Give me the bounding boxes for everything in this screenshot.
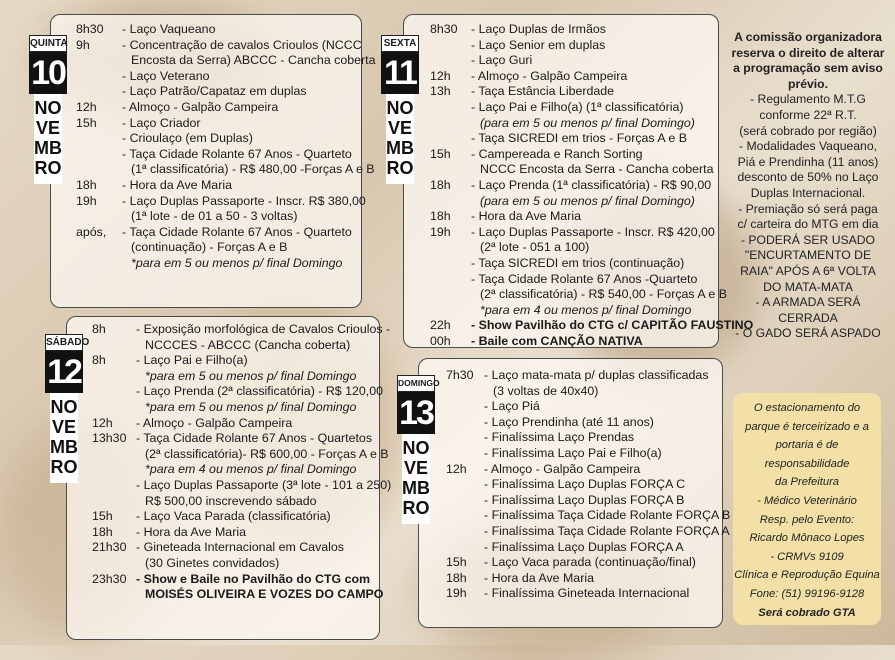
- schedule-item: - Laço Duplas Passaporte - Inscr. R$ 380,00: [122, 193, 366, 208]
- schedule-time: [430, 256, 471, 272]
- schedule-item: - Almoço - Galpão Campeira: [136, 415, 293, 430]
- schedule-item: - Laço Vaca parada (continuação/final): [484, 555, 696, 570]
- weekday-label: SÁBADO: [45, 334, 83, 351]
- schedule-item: (2ª classificatória)- R$ 600,00 - Forças A e B: [145, 446, 389, 461]
- schedule-item: - Taça Cidade Rolante 67 Anos - Quartetos: [136, 431, 373, 446]
- schedule-row: [446, 446, 730, 462]
- schedule-time: [446, 415, 484, 431]
- info-line: Ricardo Mônaco Lopes: [749, 532, 865, 545]
- note-line: RAIA" APÓS A 6ª VOLTA: [740, 263, 876, 278]
- month-label: NOVEMBRO: [50, 393, 78, 483]
- info-line: da Prefeitura: [774, 476, 840, 489]
- schedule-time: [430, 240, 471, 256]
- day-number: 10: [29, 52, 67, 94]
- schedule-row: [430, 116, 753, 132]
- schedule-time: [92, 369, 136, 385]
- schedule-row: [430, 38, 753, 54]
- schedule-time: 18h: [446, 570, 467, 585]
- info-line: O estacionamento do: [753, 402, 861, 414]
- info-line: Resp. pelo Evento:: [759, 513, 855, 526]
- info-line: Clínica e Reprodução Equina: [734, 569, 880, 582]
- schedule-item: (1ª classificatória) - R$ 480,00 -Forças A e B: [131, 162, 375, 177]
- schedule-row: [92, 587, 391, 603]
- schedule-time: [76, 256, 122, 272]
- schedule-time: [446, 399, 484, 415]
- note-line: A comissão organizadora: [734, 30, 882, 44]
- schedule-row: [76, 100, 376, 116]
- schedule-item: - Concentração de cavalos Crioulos (NCCC: [122, 37, 362, 52]
- schedule-row: [446, 477, 730, 493]
- schedule-time: [446, 493, 484, 509]
- schedule-item: - Taça Estância Liberdade: [471, 84, 615, 99]
- schedule-row: [92, 540, 391, 556]
- schedule-time: [446, 540, 484, 556]
- schedule-row: [430, 256, 753, 272]
- schedule-row: [430, 131, 753, 147]
- schedule-time: 15h: [446, 555, 467, 570]
- schedule-item: (para em 5 ou menos p/ final Domingo): [480, 193, 695, 208]
- month-label: NOVEMBRO: [402, 434, 430, 524]
- schedule-item: (2ª lote - 051 a 100): [480, 240, 590, 255]
- schedule-row: [92, 525, 391, 541]
- schedule-time: [92, 478, 136, 494]
- info-line: Fone: (51) 99196-9128: [749, 587, 865, 600]
- schedule-time: 12h: [430, 68, 451, 83]
- schedule-item: - Laço Duplas Passaporte - Inscr. R$ 420,00: [471, 224, 715, 239]
- schedule-row: [430, 194, 753, 210]
- schedule-row: [92, 494, 391, 510]
- schedule-row: [92, 431, 391, 447]
- organizer-notes: [728, 30, 888, 342]
- schedule-row: [430, 22, 753, 38]
- schedule-time: [76, 53, 122, 69]
- schedule-time: 23h30: [92, 571, 127, 586]
- note-line: a programação sem aviso: [733, 61, 883, 76]
- schedule-time: [430, 131, 471, 147]
- schedule-row: [92, 369, 391, 385]
- schedule-time: após,: [76, 224, 107, 239]
- schedule-time: 21h30: [92, 540, 127, 555]
- schedule-time: [430, 116, 471, 132]
- schedule-item: - Finalíssima Laço Pai e Filho(a): [484, 445, 662, 460]
- schedule-time: [430, 38, 471, 54]
- schedule-row: [430, 334, 753, 350]
- schedule-item: - Campereada e Ranch Sorting: [471, 146, 643, 161]
- schedule-item: - Laço mata-mata p/ duplas classificadas: [484, 368, 709, 382]
- schedule-time: 15h: [92, 509, 113, 524]
- schedule-item: - Laço Guri: [471, 53, 533, 68]
- note-line: prévio.: [788, 76, 828, 91]
- schedule-time: [446, 524, 484, 540]
- schedule-row: [92, 462, 391, 478]
- schedule-item: MOISÉS OLIVEIRA E VOZES DO CAMPO: [145, 587, 384, 602]
- schedule-row: [92, 338, 391, 354]
- info-line: - Médico Veterinário: [757, 494, 857, 507]
- schedule-item: - Show Pavilhão do CTG c/ CAPITÃO FAUSTINO: [471, 318, 754, 333]
- schedule-row: [430, 318, 753, 334]
- schedule-row: [446, 540, 730, 556]
- schedule-item: - Taça Cidade Rolante 67 Anos -Quarteto: [471, 271, 698, 286]
- schedule-item: - Laço Pai e Filho(a): [136, 353, 248, 368]
- schedule-row: [446, 399, 730, 415]
- schedule-item: *para em 5 ou menos p/ final Domingo: [145, 368, 357, 383]
- schedule-row: [92, 384, 391, 400]
- schedule-item: - Hora da Ave Maria: [122, 177, 232, 192]
- schedule-time: [76, 240, 122, 256]
- schedule-time: 13h30: [92, 431, 127, 446]
- schedule-time: [92, 462, 136, 478]
- schedule-time: 8h: [92, 353, 106, 368]
- schedule-time: 18h: [76, 177, 97, 192]
- schedule-list-domingo: [446, 368, 730, 602]
- schedule-item: - Taça SICREDI em trios (continuação): [471, 255, 685, 270]
- schedule-row: [446, 571, 730, 587]
- schedule-row: [92, 556, 391, 572]
- schedule-row: [76, 131, 376, 147]
- schedule-row: [92, 572, 391, 588]
- schedule-row: [430, 225, 753, 241]
- schedule-item: - Laço Vaqueano: [122, 22, 216, 36]
- schedule-item: - Almoço - Galpão Campeira: [122, 99, 279, 114]
- schedule-item: - Finalíssima Laço Duplas FORÇA B: [484, 492, 685, 507]
- schedule-time: 19h: [446, 586, 467, 601]
- day-number: 12: [45, 351, 83, 393]
- schedule-time: 19h: [76, 193, 97, 208]
- schedule-item: - Almoço - Galpão Campeira: [484, 461, 641, 476]
- schedule-row: [92, 416, 391, 432]
- schedule-time: [76, 131, 122, 147]
- schedule-time: [92, 400, 136, 416]
- schedule-time: 18h: [92, 524, 113, 539]
- schedule-time: 8h: [92, 322, 106, 336]
- schedule-time: [430, 162, 471, 178]
- schedule-item: *para em 5 ou menos p/ final Domingo: [131, 255, 343, 270]
- schedule-item: - Gineteada Internacional em Cavalos: [136, 540, 345, 555]
- schedule-time: 8h30: [430, 22, 458, 36]
- day-badge-quinta: [29, 35, 67, 184]
- schedule-time: 12h: [446, 461, 467, 476]
- schedule-item: *para em 4 ou menos p/ final Domingo: [480, 302, 692, 317]
- info-box: [733, 393, 881, 625]
- schedule-item: - Finalíssima Laço Duplas FORÇA C: [484, 477, 686, 492]
- schedule-time: [92, 556, 136, 572]
- schedule-row: [76, 38, 376, 54]
- schedule-row: [76, 178, 376, 194]
- schedule-time: 9h: [76, 37, 90, 52]
- schedule-row: [76, 162, 376, 178]
- note-line: - Modalidades Vaqueano,: [739, 139, 877, 154]
- schedule-row: [430, 162, 753, 178]
- schedule-item: - Finalíssima Laço Duplas FORÇA A: [484, 539, 684, 554]
- info-line: portaria é de responsabilidade: [764, 439, 850, 470]
- weekday-label: QUINTA: [29, 35, 67, 52]
- schedule-time: 15h: [430, 146, 451, 161]
- schedule-row: [430, 287, 753, 303]
- schedule-item: - Taça Cidade Rolante 67 Anos - Quarteto: [122, 146, 352, 161]
- schedule-item: (para em 5 ou menos p/ final Domingo): [480, 115, 695, 130]
- schedule-row: [430, 240, 753, 256]
- schedule-row: [430, 147, 753, 163]
- note-line: DO MATA-MATA: [763, 279, 853, 294]
- note-line: Duplas Internacional.: [750, 185, 866, 200]
- schedule-time: 15h: [76, 115, 97, 130]
- note-line: - Regulamento M.T.G: [750, 92, 866, 107]
- schedule-row: [446, 508, 730, 524]
- schedule-time: [92, 338, 136, 354]
- note-line: - Premiação só será paga: [738, 201, 878, 216]
- schedule-item: (30 Ginetes convidados): [145, 555, 280, 570]
- schedule-row: [430, 209, 753, 225]
- schedule-time: [446, 446, 484, 462]
- schedule-item: - Finalíssima Taça Cidade Rolante FORÇA B: [484, 508, 731, 523]
- schedule-row: [76, 225, 376, 241]
- schedule-row: [446, 462, 730, 478]
- schedule-row: [446, 586, 730, 602]
- schedule-row: [76, 84, 376, 100]
- day-badge-sabado: [45, 334, 90, 483]
- schedule-row: [430, 53, 753, 69]
- day-number: 11: [381, 52, 419, 94]
- schedule-item: - Hora da Ave Maria: [136, 524, 246, 539]
- schedule-item: - Laço Prenda (2ª classificatória) - R$ 120,00: [136, 384, 384, 399]
- schedule-item: - Laço Vaca Parada (classificatória): [136, 509, 331, 524]
- schedule-row: [446, 384, 730, 400]
- schedule-time: 18h: [430, 209, 451, 224]
- schedule-item: - Laço Patrão/Capataz em duplas: [122, 84, 307, 99]
- schedule-time: [430, 272, 471, 288]
- schedule-row: [430, 100, 753, 116]
- schedule-row: [76, 147, 376, 163]
- schedule-item: (1ª lote - de 01 a 50 - 3 voltas): [131, 209, 298, 224]
- schedule-item: NCCCES - ABCCC (Cancha coberta): [145, 337, 351, 352]
- note-line: Piá e Prendinha (11 anos): [737, 154, 879, 169]
- schedule-item: - Laço Criador: [122, 115, 201, 130]
- schedule-time: [446, 430, 484, 446]
- note-line: CERRADA: [778, 310, 838, 325]
- schedule-row: [76, 116, 376, 132]
- schedule-row: [92, 400, 391, 416]
- schedule-time: 7h30: [446, 368, 474, 382]
- note-line: - A ARMADA SERÁ: [755, 295, 861, 310]
- schedule-row: [92, 447, 391, 463]
- schedule-row: [76, 194, 376, 210]
- schedule-time: 18h: [430, 177, 451, 192]
- schedule-row: [446, 415, 730, 431]
- schedule-item: - Taça SICREDI em trios - Forças A e B: [471, 131, 687, 146]
- note-line: c/ carteira do MTG em dia: [737, 217, 879, 232]
- schedule-time: 22h: [430, 318, 451, 333]
- schedule-row: [76, 256, 376, 272]
- schedule-row: [446, 368, 730, 384]
- schedule-row: [76, 209, 376, 225]
- schedule-time: 19h: [430, 224, 451, 239]
- schedule-time: 13h: [430, 84, 451, 99]
- schedule-time: 00h: [430, 333, 451, 348]
- schedule-time: [92, 494, 136, 510]
- schedule-row: [92, 478, 391, 494]
- note-line: "ENCURTAMENTO DE: [744, 248, 872, 263]
- schedule-list-quinta: [76, 22, 376, 272]
- note-line: (será cobrado por região): [739, 123, 877, 138]
- schedule-item: - Baile com CANÇÃO NATIVA: [471, 333, 643, 348]
- day-number: 13: [397, 392, 435, 434]
- schedule-item: - Laço Duplas de Irmãos: [471, 22, 606, 36]
- day-badge-domingo: [397, 375, 440, 524]
- schedule-time: [446, 384, 484, 400]
- schedule-item: - Crioulaço (em Duplas): [122, 131, 253, 146]
- schedule-row: [76, 53, 376, 69]
- note-line: reserva o direito de alterar: [731, 45, 885, 60]
- schedule-item: - Exposição morfológica de Cavalos Crioulos -: [136, 322, 391, 336]
- schedule-item: - Laço Prenda (1ª classificatória) - R$ 90,00: [471, 177, 712, 192]
- schedule-row: [446, 493, 730, 509]
- schedule-time: [76, 209, 122, 225]
- schedule-time: [430, 303, 471, 319]
- schedule-item: - Taça Cidade Rolante 67 Anos - Quarteto: [122, 224, 352, 239]
- schedule-row: [446, 555, 730, 571]
- schedule-time: [430, 287, 471, 303]
- schedule-item: - Finalíssima Gineteada Internacional: [484, 586, 690, 601]
- schedule-item: - Laço Senior em duplas: [471, 37, 606, 52]
- schedule-time: 8h30: [76, 22, 104, 36]
- schedule-row: [446, 524, 730, 540]
- schedule-row: [430, 84, 753, 100]
- schedule-row: [76, 69, 376, 85]
- schedule-row: [76, 240, 376, 256]
- schedule-item: (2ª classificatória) - R$ 540,00 - Forças A e B: [480, 287, 727, 302]
- schedule-item: - Almoço - Galpão Campeira: [471, 68, 628, 83]
- schedule-item: - Laço Prendinha (até 11 anos): [484, 414, 654, 429]
- schedule-item: NCCC Encosta da Serra - Cancha coberta: [480, 162, 714, 177]
- schedule-time: [430, 194, 471, 210]
- weekday-label: SEXTA: [381, 35, 419, 52]
- schedule-time: 12h: [92, 415, 113, 430]
- note-line: conforme 22ª R.T.: [759, 107, 857, 122]
- day-badge-sexta: [381, 35, 419, 184]
- schedule-row: [430, 272, 753, 288]
- schedule-item: (3 voltas de 40x40): [493, 383, 599, 398]
- schedule-item: - Finalíssima Laço Prendas: [484, 430, 635, 445]
- schedule-row: [92, 353, 391, 369]
- info-line: Será cobrado GTA: [758, 606, 856, 619]
- schedule-time: [92, 384, 136, 400]
- weekday-label: DOMINGO: [397, 375, 435, 392]
- schedule-time: [76, 84, 122, 100]
- schedule-row: [76, 22, 376, 38]
- schedule-row: [446, 430, 730, 446]
- schedule-time: [92, 587, 136, 603]
- schedule-time: [430, 100, 471, 116]
- schedule-item: - Laço Veterano: [122, 68, 210, 83]
- schedule-item: - Show e Baile no Pavilhão do CTG com: [136, 571, 371, 586]
- schedule-time: [76, 147, 122, 163]
- schedule-list-sabado: [92, 322, 391, 603]
- schedule-time: [76, 69, 122, 85]
- info-line: - CRMVs 9109: [770, 550, 844, 563]
- info-line: parque é terceirizado e a: [745, 420, 869, 433]
- schedule-item: - Finalíssima Taça Cidade Rolante FORÇA A: [484, 523, 730, 538]
- schedule-row: [430, 178, 753, 194]
- schedule-item: - Laço Pai e Filho(a) (1ª classificatória): [471, 99, 684, 114]
- schedule-time: 12h: [76, 99, 97, 114]
- schedule-item: Encosta da Serra) ABCCC - Cancha coberta: [131, 53, 376, 68]
- schedule-item: *para em 4 ou menos p/ final Domingo: [145, 462, 357, 477]
- month-label: NOVEMBRO: [386, 94, 414, 184]
- schedule-item: (continuação) - Forças A e B: [131, 240, 288, 255]
- schedule-time: [430, 53, 471, 69]
- schedule-time: [92, 447, 136, 463]
- schedule-time: [446, 508, 484, 524]
- note-line: - PODERÁ SER USADO: [740, 232, 876, 247]
- schedule-item: - Hora da Ave Maria: [484, 570, 594, 585]
- schedule-item: - Laço Piá: [484, 399, 540, 414]
- schedule-list-sexta: [430, 22, 753, 349]
- schedule-row: [430, 69, 753, 85]
- month-label: NOVEMBRO: [34, 94, 62, 184]
- schedule-time: [446, 477, 484, 493]
- schedule-item: - Laço Duplas Passaporte (3ª lote - 101 a 250): [136, 477, 392, 492]
- schedule-item: R$ 500,00 inscrevendo sábado: [145, 493, 317, 508]
- schedule-item: *para em 5 ou menos p/ final Domingo: [145, 399, 357, 414]
- note-line: desconto de 50% no Laço: [737, 170, 879, 185]
- schedule-item: - Hora da Ave Maria: [471, 209, 581, 224]
- schedule-time: [76, 162, 122, 178]
- schedule-row: [92, 509, 391, 525]
- schedule-row: [92, 322, 391, 338]
- schedule-row: [430, 303, 753, 319]
- note-line: - O GADO SERÁ ASPADO: [735, 326, 881, 341]
